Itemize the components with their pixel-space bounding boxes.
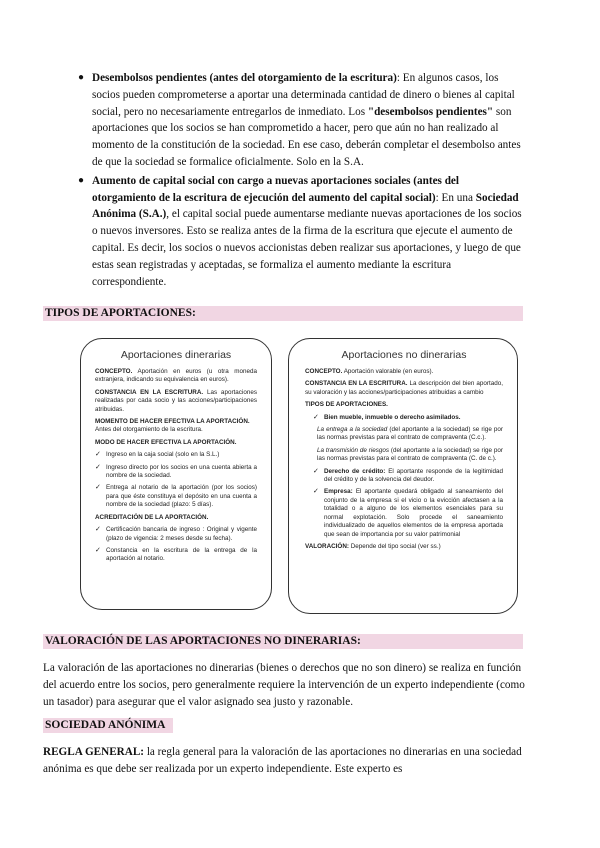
bullet-aumento-capital (78, 173, 522, 291)
concepto-label: CONCEPTO. (305, 368, 343, 375)
concepto-row (305, 368, 503, 376)
entrega-row (305, 426, 503, 443)
credito-item (313, 468, 503, 485)
bullet-dot-icon: ● (78, 174, 85, 186)
modo-item-text: Ingreso directo por los socios en una cuenta abierta a nombre de la sociedad. (106, 463, 257, 480)
bien-mueble-item (313, 414, 503, 422)
bullet-text: : En una (435, 191, 476, 204)
entrega-text: (del aportante a la sociedad) se rige por las normas previstas para el contrato de compraventa (C.c.). (317, 426, 504, 442)
credito-label: Derecho de crédito: (324, 467, 386, 475)
concepto-text: Aportación en euros (u otra moneda extranjera, indicando su equivalencia en euros). (95, 368, 257, 384)
paragraph-regla-general (43, 744, 525, 778)
transmision-italic: La transmisión de riesgos (317, 446, 390, 454)
check-icon: ✓ (95, 484, 101, 492)
bullet-title: Aumento de capital social con cargo a nuevas aportaciones sociales (antes del otorgamiento de la escritura de ejecución del aumento del capital social) (92, 174, 459, 204)
paragraph-valoracion: La valoración de las aportaciones no dinerarias (bienes o derechos que no son dinero) se realiza en función del acuerdo entre los socios, pero generalmente requiere la intervención de un experto independiente (como un tasador) para asegurar que el valor asignado sea justo y razonable. (43, 662, 525, 708)
transmision-row (305, 447, 503, 464)
momento-text: Antes del otorgamiento de la escritura. (95, 426, 203, 434)
acreditacion-item (95, 526, 257, 543)
bullet-emphasis: "desembolsos pendientes" (367, 105, 494, 118)
concepto-row (95, 368, 257, 385)
check-icon: ✓ (313, 467, 319, 475)
credito-text: El aportante responde de la legitimidad del crédito y de la solvencia del deudor. (324, 467, 503, 484)
check-icon: ✓ (95, 463, 101, 471)
entrega-italic: La entrega a la sociedad (317, 426, 388, 434)
modo-label: MODO DE HACER EFECTIVA LA APORTACIÓN. (95, 438, 237, 446)
bullet-dot-icon: ● (78, 72, 85, 83)
bullet-list (78, 70, 522, 292)
heading-sociedad-anonima: SOCIEDAD ANÓNIMA (43, 718, 173, 733)
acreditacion-item (95, 547, 257, 564)
bullet-desembolsos (78, 70, 522, 171)
bullet-text: son aportaciones que los socios se han comprometido a hacer, pero que aún no han realizado al momento de la constitución de la sociedad. En ese caso, deberán completar el desembolso antes de que la sociedad se formalice oficialmente. Solo en la S.A. (92, 105, 521, 168)
concepto-label: CONCEPTO. (95, 368, 133, 375)
check-icon: ✓ (95, 451, 101, 459)
modo-item (95, 484, 257, 509)
constancia-row (95, 389, 257, 414)
momento-row (95, 418, 257, 435)
heading-valoracion: VALORACIÓN DE LAS APORTACIONES NO DINERARIAS: (43, 634, 523, 649)
modo-item-text: Ingreso en la caja social (solo en la S.L.) (106, 451, 220, 459)
momento-label: MOMENTO DE HACER EFECTIVA LA APORTACIÓN. (95, 418, 250, 426)
acreditacion-label: ACREDITACIÓN DE LA APORTACIÓN. (95, 513, 209, 521)
modo-item (95, 451, 257, 459)
bullet-text: , el capital social puede aumentarse mediante nuevas aportaciones de los socios o nuevos inversores. Esto se realiza antes de la firma de la escritura que ejecute el aumento de capital. Es decir, los socios o nuevos accionistas deben realizar sus aportaciones, y luego de que estas sean registradas y aceptadas, se formaliza el aumento mediante la escritura correspondiente. (92, 208, 522, 288)
constancia-label: CONSTANCIA EN LA ESCRITURA. (305, 380, 408, 388)
concepto-text: Aportación valorable (en euros). (342, 368, 434, 375)
box-aportaciones-no-dinerarias (288, 338, 518, 614)
modo-item (95, 464, 257, 481)
empresa-text: El aportante quedará obligado al saneamiento del conjunto de la empresa si el vicio o la evicción afectasen a la totalidad o a alguno de los elementos esenciales para su normal explotación. Solo procede el saneamiento individualizado de aquellos elementos de la empresa aportada que sean de importancia por su valor patrimonial (324, 488, 503, 538)
bullet-text: : En algunos casos, los socios pueden comprometerse a aportar una determinada cantidad de dinero o bienes al capital social, pero no necesariamente entregarlos de inmediato. Los (92, 72, 515, 118)
box-title: Aportaciones no dinerarias (341, 349, 467, 361)
regla-general-label: REGLA GENERAL: (43, 746, 145, 758)
check-icon: ✓ (313, 488, 319, 496)
box-aportaciones-dinerarias (80, 338, 272, 610)
constancia-text: Las aportaciones realizadas por cada socio y las acciones/participaciones atribuidas. (95, 388, 257, 413)
bullet-emphasis: Sociedad Anónima (S.A.) (92, 191, 519, 221)
acreditacion-item-text: Constancia en la escritura de la entrega de la aportación al notario. (106, 546, 257, 563)
heading-tipos-aportaciones: TIPOS DE APORTACIONES: (43, 306, 523, 321)
check-icon: ✓ (95, 526, 101, 534)
bullet-title: Desembolsos pendientes (antes del otorgamiento de la escritura) (92, 72, 397, 84)
transmision-text: (del aportante a la sociedad) se rige por las normas previstas para el contrato de compraventa (C. de c.). (317, 446, 503, 463)
regla-general-text: la regla general para la valoración de las aportaciones no dinerarias en una sociedad anónima es que debe ser realizada por un experto independiente. Este experto es (43, 746, 522, 775)
check-icon: ✓ (95, 546, 101, 554)
tipos-label: TIPOS DE APORTACIONES. (305, 401, 388, 409)
empresa-label: Empresa: (324, 488, 353, 496)
constancia-row (305, 380, 503, 397)
bien-mueble-label: Bien mueble, inmueble o derecho asimilados. (324, 413, 461, 421)
box-title: Aportaciones dinerarias (120, 349, 232, 361)
valoracion-text: Depende del tipo social (ver ss.) (348, 542, 441, 550)
acreditacion-item-text: Certificación bancaria de ingreso : Original y vigente (plazo de vigencia: 2 meses desde su fecha). (106, 526, 257, 542)
modo-item-text: Entrega al notario de la aportación (por los socios) para que éste constituya el depósito en una cuenta a nombre de la sociedad (plazo: 5 días). (106, 484, 257, 509)
valoracion-label: VALORACIÓN: (305, 542, 349, 550)
valoracion-row (305, 543, 503, 551)
check-icon: ✓ (313, 413, 319, 421)
empresa-item (313, 488, 503, 538)
constancia-text: La descripción del bien aportado, su valoración y las acciones/participaciones atribuidas a cambio (305, 380, 503, 396)
constancia-label: CONSTANCIA EN LA ESCRITURA. (95, 388, 204, 396)
